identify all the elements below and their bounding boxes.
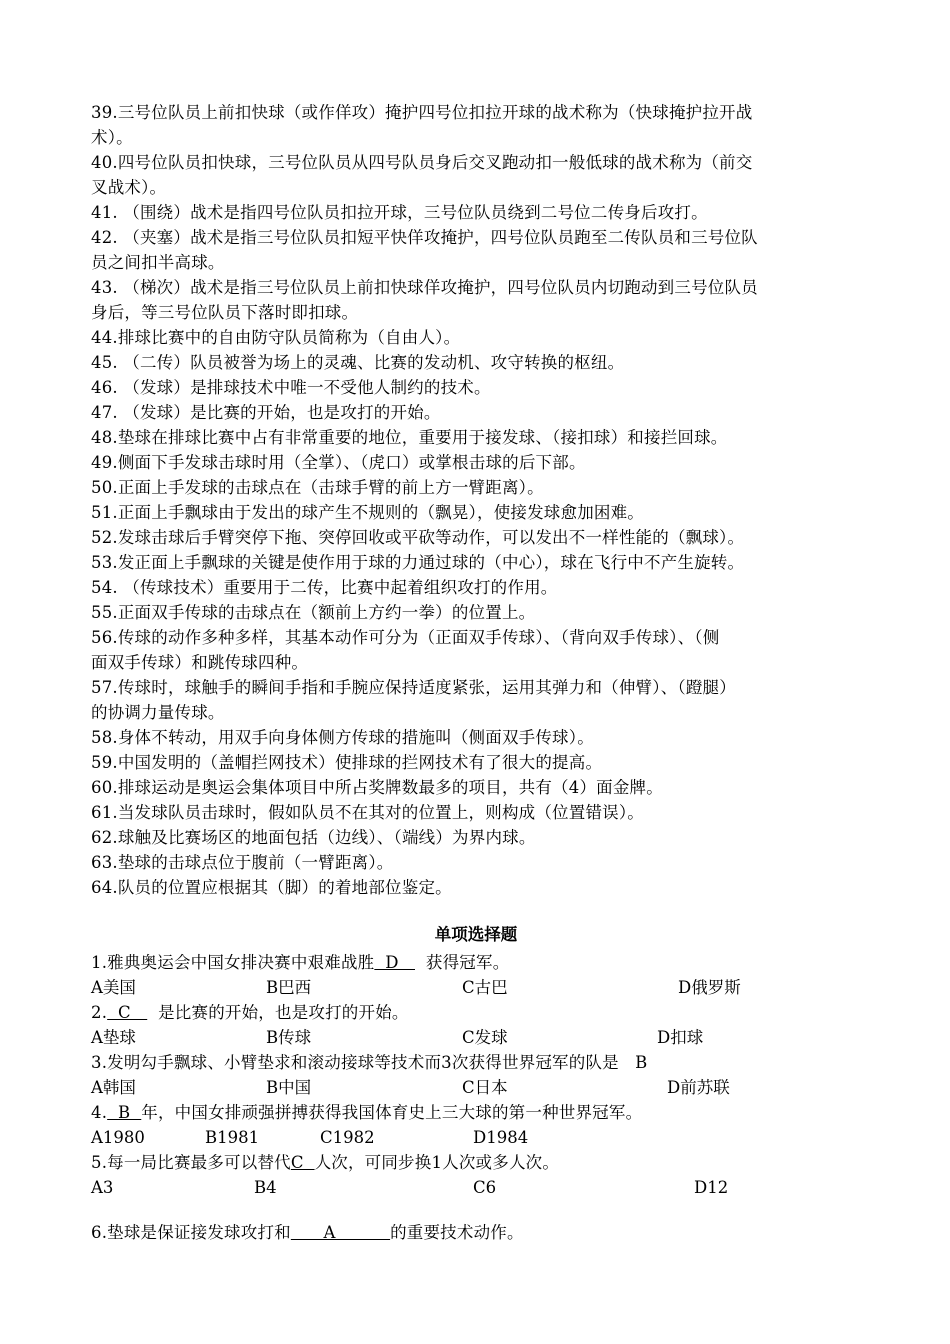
option-c: C1982: [320, 1128, 375, 1147]
fill-line: 术）。: [91, 128, 133, 147]
option-b: B4: [254, 1178, 277, 1197]
fill-line: 叉战术）。: [91, 178, 167, 197]
option-b: B传球: [266, 1028, 312, 1047]
question-3: 3.发明勾手飘球、小臂垫求和滚动接球等技术而3次获得世界冠军的队是 B: [91, 1053, 648, 1072]
answer-blank: C: [107, 1003, 148, 1022]
fill-line: 57.传球时，球触手的瞬间手指和手腕应保持适度紧张，运用其弹力和（伸臂）、（蹬腿）: [91, 678, 736, 697]
option-d: D扣球: [657, 1028, 704, 1047]
fill-line: 43. （梯次）战术是指三号位队员上前扣快球佯攻掩护，四号位队员内切跑动到三号位队员: [91, 278, 758, 297]
question-1: 1.雅典奥运会中国女排决赛中艰难战胜 D 获得冠军。: [91, 953, 510, 972]
option-c: C日本: [462, 1078, 508, 1097]
fill-line: 59.中国发明的（盖帽拦网技术）使排球的拦网技术有了很大的提高。: [91, 753, 603, 772]
option-b: B中国: [266, 1078, 312, 1097]
fill-line: 面双手传球）和跳传球四种。: [91, 653, 309, 672]
fill-line: 48.垫球在排球比赛中占有非常重要的地位，重要用于接发球、（接扣球）和接拦回球。: [91, 428, 728, 447]
option-a: A韩国: [91, 1078, 136, 1097]
document-page: [91, 100, 871, 1245]
option-d: D1984: [473, 1128, 529, 1147]
fill-line: 40.四号位队员扣快球，三号位队员从四号队员身后交叉跑动扣一般低球的战术称为（前交: [91, 153, 753, 172]
option-a: A美国: [91, 978, 136, 997]
fill-line: 42. （夹塞）战术是指三号位队员扣短平快佯攻掩护，四号位队员跑至二传队员和三号位队: [91, 228, 758, 247]
fill-line: 60.排球运动是奥运会集体项目中所占奖牌数最多的项目，共有（4）面金牌。: [91, 778, 663, 797]
option-c: C古巴: [462, 978, 508, 997]
fill-line: 身后，等三号位队员下落时即扣球。: [91, 303, 359, 322]
fill-line: 54. （传球技术）重要用于二传，比赛中起着组织攻打的作用。: [91, 578, 558, 597]
question-5: 5.每一局比赛最多可以替代C 人次，可同步换1人次或多人次。: [91, 1153, 560, 1172]
option-d: D俄罗斯: [678, 978, 741, 997]
fill-line: 45. （二传）队员被誉为场上的灵魂、比赛的发动机、攻守转换的枢纽。: [91, 353, 625, 372]
fill-line: 47. （发球）是比赛的开始，也是攻打的开始。: [91, 403, 441, 422]
options-4: [91, 1125, 871, 1150]
question-4: 4. B 年，中国女排顽强拼搏获得我国体育史上三大球的第一种世界冠军。: [91, 1103, 643, 1122]
fill-line: 56.传球的动作多种多样，其基本动作可分为（正面双手传球）、（背向双手传球）、（侧: [91, 628, 720, 647]
options-2: [91, 1025, 871, 1050]
options-5: [91, 1175, 871, 1200]
options-1: [91, 975, 871, 1000]
fill-line: 63.垫球的击球点位于腹前（一臂距离）。: [91, 853, 394, 872]
fill-line: 的协调力量传球。: [91, 703, 225, 722]
fill-in-questions: [91, 100, 871, 900]
answer-blank: A: [290, 1223, 391, 1242]
fill-line: 员之间扣半高球。: [91, 253, 225, 272]
fill-line: 58.身体不转动，用双手向身体侧方传球的措施叫（侧面双手传球）。: [91, 728, 594, 747]
option-a: A3: [91, 1178, 114, 1197]
fill-line: 44.排球比赛中的自由防守队员简称为（自由人）。: [91, 328, 461, 347]
fill-line: 62.球触及比赛场区的地面包括（边线）、（端线）为界内球。: [91, 828, 536, 847]
fill-line: 53.发正面上手飘球的关键是使作用于球的力通过球的（中心），球在飞行中不产生旋转。: [91, 553, 745, 572]
option-a: A1980: [91, 1128, 145, 1147]
option-a: A垫球: [91, 1028, 136, 1047]
option-d: D前苏联: [667, 1078, 730, 1097]
option-c: C6: [473, 1178, 497, 1197]
answer-blank: C: [290, 1153, 315, 1172]
fill-line: 46. （发球）是排球技术中唯一不受他人制约的技术。: [91, 378, 491, 397]
fill-line: 61.当发球队员击球时，假如队员不在其对的位置上，则构成（位置错误）。: [91, 803, 644, 822]
question-6: 6.垫球是保证接发球攻打和 A 的重要技术动作。: [91, 1223, 524, 1242]
option-b: B1981: [205, 1128, 260, 1147]
section-title: 单项选择题: [434, 925, 518, 944]
option-d: D12: [694, 1178, 729, 1197]
fill-line: 64.队员的位置应根据其（脚）的着地部位鉴定。: [91, 878, 452, 897]
fill-line: 52.发球击球后手臂突停下拖、突停回收或平砍等动作，可以发出不一样性能的（飘球）。: [91, 528, 745, 547]
fill-line: 55.正面双手传球的击球点在（额前上方约一拳）的位置上。: [91, 603, 536, 622]
fill-line: 51.正面上手飘球由于发出的球产生不规则的（飘晃），使接发球愈加困难。: [91, 503, 644, 522]
fill-line: 41. （围绕）战术是指四号位队员扣拉开球，三号位队员绕到二号位二传身后攻打。: [91, 203, 708, 222]
question-2: 2. C 是比赛的开始，也是攻打的开始。: [91, 1003, 409, 1022]
option-c: C发球: [462, 1028, 508, 1047]
fill-line: 39.三号位队员上前扣快球（或作佯攻）掩护四号位扣拉开球的战术称为（快球掩护拉开战: [91, 103, 753, 122]
answer-blank: B: [107, 1103, 142, 1122]
fill-line: 50.正面上手发球的击球点在（击球手臂的前上方一臂距离）。: [91, 478, 544, 497]
answer-blank: D: [374, 953, 415, 972]
option-b: B巴西: [266, 978, 312, 997]
options-3: [91, 1075, 871, 1100]
fill-line: 49.侧面下手发球击球时用（全掌）、（虎口）或掌根击球的后下部。: [91, 453, 586, 472]
